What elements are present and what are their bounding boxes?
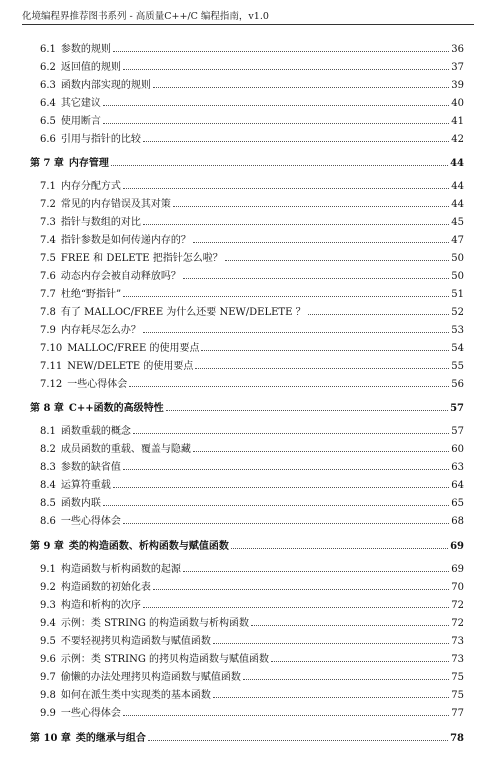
toc-entry-number: 6.1 (40, 44, 56, 55)
dot-leader (271, 661, 449, 662)
toc-entry-title: 不要轻视拷贝构造函数与赋值函数 (60, 636, 211, 647)
dot-leader (213, 697, 449, 698)
toc-section-entry[interactable] (40, 271, 464, 283)
toc-entry-number: 6.3 (40, 80, 56, 91)
dot-leader (251, 625, 449, 626)
toc-section-entry[interactable] (40, 516, 464, 528)
toc-page-number: 50 (451, 271, 464, 282)
toc-section-entry[interactable] (40, 600, 464, 612)
dot-leader (143, 224, 449, 225)
dot-leader (193, 451, 449, 452)
toc-page-number: 44 (451, 181, 464, 192)
toc-page-number: 45 (451, 217, 464, 228)
dot-leader (183, 278, 449, 279)
toc-chapter-entry[interactable] (30, 541, 464, 553)
toc-entry-title: 构造函数与析构函数的起源 (60, 564, 181, 575)
toc-page-number: 53 (451, 325, 464, 336)
toc-page-number: 70 (451, 582, 464, 593)
dot-leader (143, 332, 449, 333)
toc-entry-title: 偷懒的办法处理拷贝构造函数与赋值函数 (60, 672, 241, 683)
toc-page-number: 65 (451, 498, 464, 509)
toc-page-number: 78 (450, 733, 464, 744)
toc-page-number: 52 (451, 307, 464, 318)
toc-entry-number: 7.5 (40, 253, 56, 264)
toc-section-entry[interactable] (40, 564, 464, 576)
toc-entry-number: 6.6 (40, 134, 56, 145)
toc-entry-number: 第 7 章 (30, 158, 64, 169)
toc-page-number: 54 (451, 343, 464, 354)
toc-entry-title: 运算符重载 (60, 480, 111, 491)
toc-page-number: 44 (450, 158, 464, 169)
dot-leader (183, 571, 449, 572)
toc-section-entry[interactable] (40, 217, 464, 229)
toc-section-entry[interactable] (40, 582, 464, 594)
toc-entry-number: 第 8 章 (30, 403, 64, 414)
toc-entry-number: 7.10 (40, 343, 63, 354)
toc-entry-number: 9.7 (40, 672, 56, 683)
toc-section-entry[interactable] (40, 379, 464, 391)
dot-leader (153, 589, 449, 590)
dot-leader (193, 242, 449, 243)
dot-leader (243, 679, 449, 680)
toc-entry-title: 有了 MALLOC/FREE 为什么还要 NEW/DELETE ？ (60, 307, 306, 318)
toc-section-entry[interactable] (40, 98, 464, 110)
toc-section-entry[interactable] (40, 690, 464, 702)
toc-entry-number: 第 10 章 (30, 733, 71, 744)
toc-entry-number: 7.12 (40, 379, 63, 390)
toc-entry-number: 9.2 (40, 582, 56, 593)
toc-section-entry[interactable] (40, 325, 464, 337)
dot-leader (103, 123, 449, 124)
toc-entry-title: 构造和析构的次序 (60, 600, 141, 611)
toc-entry-title: 示例：类 STRING 的拷贝构造函数与赋值函数 (60, 654, 270, 665)
toc-entry-number: 7.11 (40, 361, 63, 372)
toc-entry-title: 返回值的规则 (60, 62, 121, 73)
toc-section-entry[interactable] (40, 654, 464, 666)
toc-entry-title: 如何在派生类中实现类的基本函数 (60, 690, 211, 701)
toc-entry-title: 指针参数是如何传递内存的？ (60, 235, 191, 246)
toc-section-entry[interactable] (40, 498, 464, 510)
toc-entry-title: 其它建议 (60, 98, 101, 109)
toc-entry-number: 7.1 (40, 181, 56, 192)
toc-entry-number: 9.4 (40, 618, 56, 629)
dot-leader (133, 433, 449, 434)
toc-entry-title: 一些心得体会 (60, 708, 121, 719)
toc-page-number: 68 (451, 516, 464, 527)
toc-entry-number: 8.5 (40, 498, 56, 509)
toc-entry-title: 动态内存会被自动释放吗？ (60, 271, 181, 282)
toc-entry-number: 8.4 (40, 480, 56, 491)
toc-page-number: 77 (451, 708, 464, 719)
toc-chapter-entry[interactable] (30, 403, 464, 415)
toc-page-number: 64 (451, 480, 464, 491)
toc-entry-number: 7.2 (40, 199, 56, 210)
dot-leader (148, 740, 448, 741)
dot-leader (225, 260, 450, 261)
toc-entry-title: 成员函数的重载、覆盖与隐藏 (60, 444, 191, 455)
toc-entry-number: 9.9 (40, 708, 56, 719)
toc-section-entry[interactable] (40, 708, 464, 720)
dot-leader (308, 314, 450, 315)
toc-page-number: 75 (451, 690, 464, 701)
toc-page-number: 69 (451, 564, 464, 575)
toc-section-entry[interactable] (40, 672, 464, 684)
toc-entry-title: NEW/DELETE 的使用要点 (67, 361, 194, 372)
toc-section-entry[interactable] (40, 636, 464, 648)
toc-page-number: 40 (451, 98, 464, 109)
toc-entry-title: 杜绝“野指针” (60, 289, 122, 300)
toc-page-number: 57 (450, 403, 464, 414)
toc-entry-title: 示例：类 STRING 的构造函数与析构函数 (60, 618, 250, 629)
dot-leader (143, 607, 449, 608)
toc-entry-number: 6.5 (40, 116, 56, 127)
toc-entry-title: 内存耗尽怎么办？ (60, 325, 141, 336)
toc-section-entry[interactable] (40, 618, 464, 630)
toc-entry-title: MALLOC/FREE 的使用要点 (67, 343, 200, 354)
dot-leader (143, 141, 449, 142)
toc-entry-title: 内存分配方式 (60, 181, 121, 192)
toc-entry-number: 9.8 (40, 690, 56, 701)
toc-entry-title: C++函数的高级特性 (68, 403, 164, 414)
toc-entry-number: 9.1 (40, 564, 56, 575)
toc-page-number: 73 (451, 636, 464, 647)
toc-page-number: 47 (451, 235, 464, 246)
dot-leader (166, 410, 448, 411)
toc-page-number: 55 (451, 361, 464, 372)
toc-entry-title: 一些心得体会 (67, 379, 128, 390)
toc-page-number: 63 (451, 462, 464, 473)
toc-section-entry[interactable] (40, 62, 464, 74)
toc-entry-title: 函数内部实现的规则 (60, 80, 151, 91)
dot-leader (213, 643, 449, 644)
toc-entry-title: 参数的缺省值 (60, 462, 121, 473)
toc-page-number: 41 (451, 116, 464, 127)
toc-entry-title: 类的构造函数、析构函数与赋值函数 (68, 541, 229, 552)
toc-entry-title: 函数内联 (60, 498, 101, 509)
toc-entry-number: 8.3 (40, 462, 56, 473)
toc-chapter-entry[interactable] (30, 158, 464, 170)
toc-entry-number: 6.2 (40, 62, 56, 73)
toc-entry-title: 构造函数的初始化表 (60, 582, 151, 593)
toc-entry-number: 7.3 (40, 217, 56, 228)
dot-leader (173, 206, 449, 207)
dot-leader (123, 469, 449, 470)
toc-entry-number: 8.6 (40, 516, 56, 527)
toc-section-entry[interactable] (40, 426, 464, 438)
dot-leader (195, 368, 449, 369)
toc-page-number: 42 (451, 134, 464, 145)
toc-section-entry[interactable] (40, 343, 464, 355)
toc-section-entry[interactable] (40, 134, 464, 146)
dot-leader (113, 51, 449, 52)
dot-leader (103, 505, 449, 506)
running-header: 化境编程界推荐图书系列 - 高质量C++/C 编程指南，v1.0 (22, 11, 269, 22)
toc-entry-number: 7.4 (40, 235, 56, 246)
toc-entry-number: 7.9 (40, 325, 56, 336)
toc-entry-number: 7.8 (40, 307, 56, 318)
toc-section-entry[interactable] (40, 199, 464, 211)
dot-leader (123, 188, 449, 189)
toc-page-number: 44 (451, 199, 464, 210)
dot-leader (123, 69, 449, 70)
dot-leader (153, 87, 449, 88)
toc-page-number: 69 (450, 541, 464, 552)
toc-page-number: 72 (451, 600, 464, 611)
toc-section-entry[interactable] (40, 444, 464, 456)
dot-leader (111, 165, 448, 166)
toc-entry-number: 第 9 章 (30, 541, 64, 552)
toc-section-entry[interactable] (40, 235, 464, 247)
toc-page-number: 72 (451, 618, 464, 629)
toc-page-number: 36 (451, 44, 464, 55)
dot-leader (103, 105, 449, 106)
toc-entry-title: 引用与指针的比较 (60, 134, 141, 145)
dot-leader (113, 487, 449, 488)
toc-entry-title: 常见的内存错误及其对策 (60, 199, 171, 210)
toc-section-entry[interactable] (40, 462, 464, 474)
toc-section-entry[interactable] (40, 307, 464, 319)
dot-leader (201, 350, 449, 351)
toc-entry-number: 8.1 (40, 426, 56, 437)
toc-entry-title: 类的继承与组合 (75, 733, 146, 744)
toc-page-number: 37 (451, 62, 464, 73)
toc-entry-number: 7.6 (40, 271, 56, 282)
toc-section-entry[interactable] (40, 289, 464, 301)
dot-leader (123, 715, 449, 716)
toc-entry-number: 9.6 (40, 654, 56, 665)
toc-page-number: 73 (451, 654, 464, 665)
toc-page-number: 50 (451, 253, 464, 264)
toc-section-entry[interactable] (40, 181, 464, 193)
toc-entry-title: 函数重载的概念 (60, 426, 131, 437)
toc-entry-number: 6.4 (40, 98, 56, 109)
toc-chapter-entry[interactable] (30, 733, 464, 745)
toc-section-entry[interactable] (40, 44, 464, 56)
toc-entry-number: 7.7 (40, 289, 56, 300)
toc-section-entry[interactable] (40, 253, 464, 265)
toc-entry-title: FREE 和 DELETE 把指针怎么啦？ (60, 253, 223, 264)
toc-entry-number: 9.5 (40, 636, 56, 647)
toc-entry-title: 一些心得体会 (60, 516, 121, 527)
toc-page-number: 39 (451, 80, 464, 91)
toc-section-entry[interactable] (40, 480, 464, 492)
toc-section-entry[interactable] (40, 80, 464, 92)
dot-leader (231, 548, 448, 549)
toc-section-entry[interactable] (40, 116, 464, 128)
dot-leader (123, 523, 449, 524)
dot-leader (123, 296, 449, 297)
toc-section-entry[interactable] (40, 361, 464, 373)
toc-page-number: 57 (451, 426, 464, 437)
toc-page-number: 56 (451, 379, 464, 390)
toc-entry-title: 使用断言 (60, 116, 101, 127)
toc-entry-number: 8.2 (40, 444, 56, 455)
toc-entry-title: 内存管理 (68, 158, 109, 169)
dot-leader (129, 386, 449, 387)
toc-entry-number: 9.3 (40, 600, 56, 611)
toc-page-number: 51 (451, 289, 464, 300)
toc-page-number: 75 (451, 672, 464, 683)
toc-page-number: 60 (451, 444, 464, 455)
toc-entry-title: 指针与数组的对比 (60, 217, 141, 228)
toc-entry-title: 参数的规则 (60, 44, 111, 55)
